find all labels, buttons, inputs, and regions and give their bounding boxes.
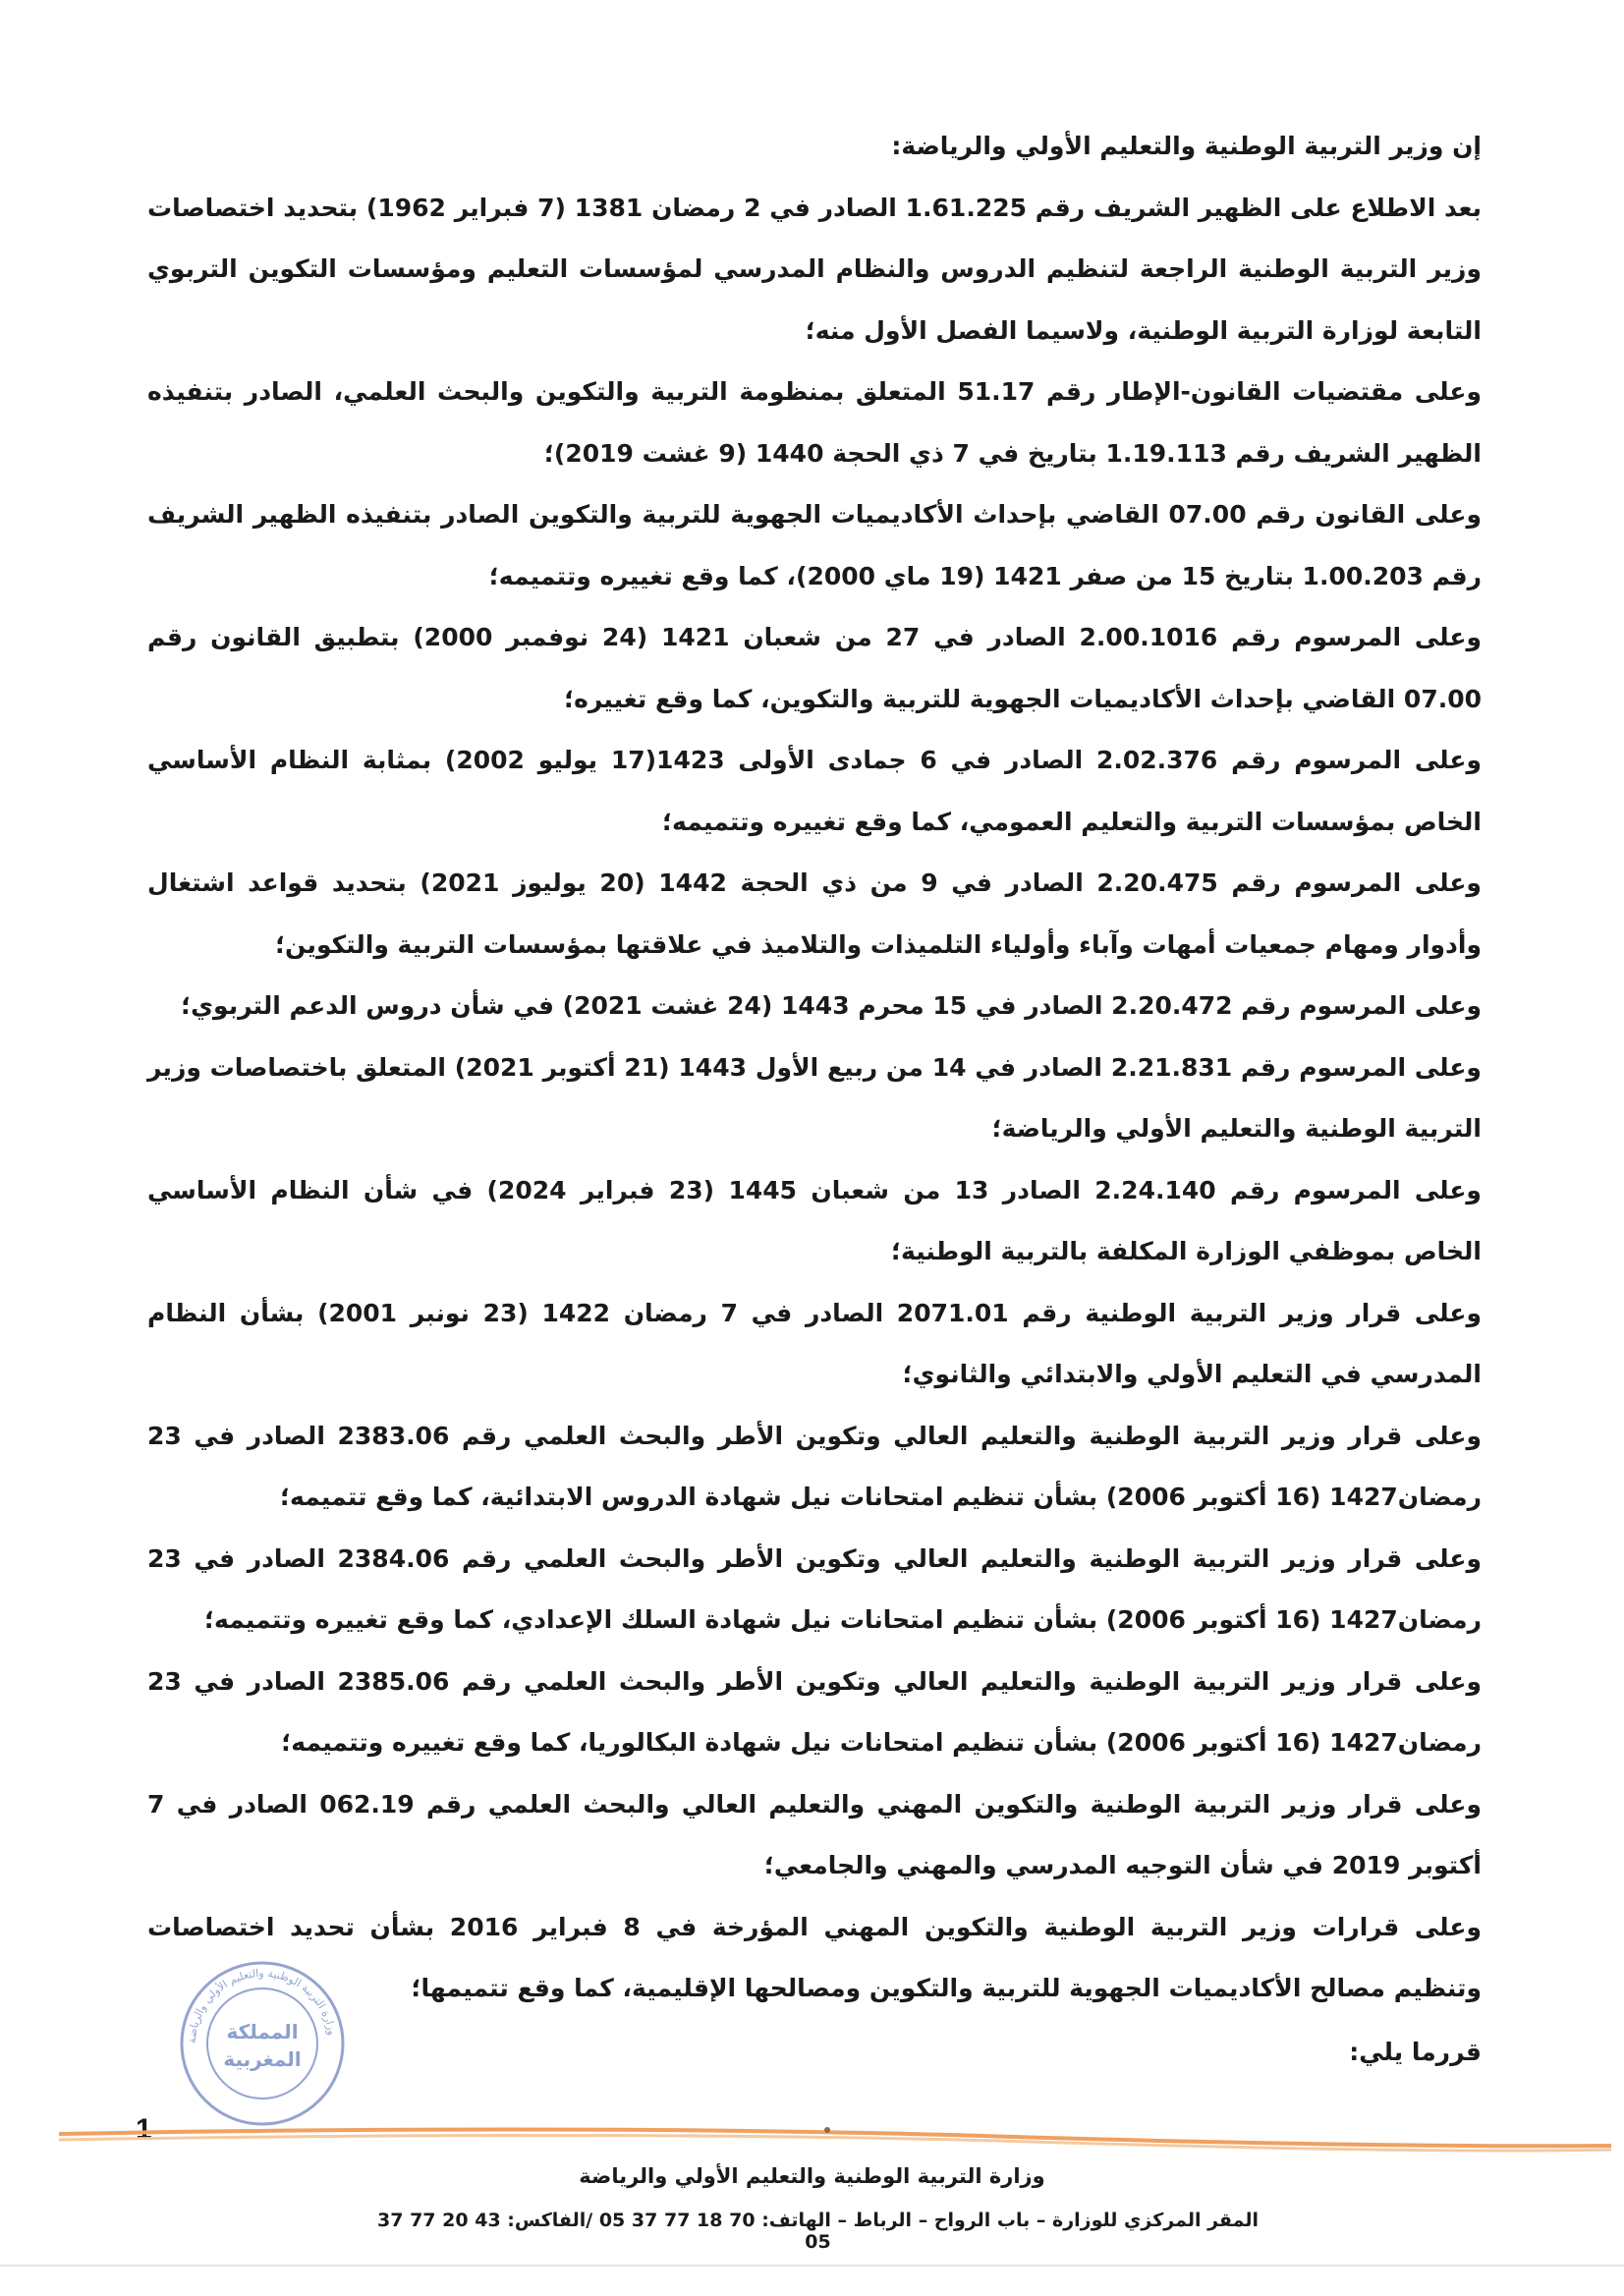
bottom-divider bbox=[0, 2265, 1624, 2267]
paragraph-7: وعلى المرسوم رقم 2.20.472 الصادر في 15 محرم 1443 (24 غشت 2021) في شأن دروس الدعم التربوي؛ bbox=[181, 991, 1482, 1020]
official-seal-stamp bbox=[179, 1960, 346, 2127]
page-number: 1 bbox=[136, 2113, 152, 2146]
seal-text-line1: المملكة bbox=[226, 2020, 299, 2044]
footer-ministry-name: وزارة التربية الوطنية والتعليم الأولي والرياضة bbox=[579, 2164, 1045, 2188]
seal-ring-text: وزارة التربية الوطنية والتعليم الأولي والرياضة bbox=[185, 1966, 339, 2044]
paragraph-15: وعلى قرارات وزير التربية الوطنية والتكوين المهني المؤرخة في 8 فبراير 2016 بشأن تحديد اختصاصات وتنظيم مصالح الأكاديميات الجهوية للتربية والتكوين ومصالحها الإقليمية، كما وقع تتميمها؛ bbox=[147, 1912, 1482, 2002]
paragraph-2: وعلى مقتضيات القانون-الإطار رقم 51.17 المتعلق بمنظومة التربية والتكوين والبحث العلمي، الصادر بتنفيذه الظهير الشريف رقم 1.19.113 بتاريخ في 7 ذي الحجة 1440 (9 غشت 2019)؛ bbox=[147, 377, 1482, 468]
paragraph-12: وعلى قرار وزير التربية الوطنية والتعليم العالي وتكوين الأطر والبحث العلمي رقم 2384.06 الصادر في 23 رمضان1427 (16 أكتوبر 2006) بشأن تنظيم امتحانات نيل شهادة السلك الإعدادي، كما وقع تغييره وتتميمه؛ bbox=[147, 1543, 1482, 1634]
footer-swoosh-rule bbox=[0, 2120, 1624, 2159]
paragraph-11: وعلى قرار وزير التربية الوطنية والتعليم العالي وتكوين الأطر والبحث العلمي رقم 2383.06 الصادر في 23 رمضان1427 (16 أكتوبر 2006) بشأن تنظيم امتحانات نيل شهادة الدروس الابتدائية، كما وقع تتميمه؛ bbox=[147, 1421, 1482, 1511]
document-body bbox=[147, 116, 1482, 2083]
paragraph-3: وعلى القانون رقم 07.00 القاضي بإحداث الأكاديميات الجهوية للتربية والتكوين الصادر بتنفيذه الظهير الشريف رقم 1.00.203 بتاريخ 15 من صفر 1421 (19 ماي 2000)، كما وقع تغييره وتتميمه؛ bbox=[147, 500, 1483, 590]
paragraph-1: بعد الاطلاع على الظهير الشريف رقم 1.61.225 الصادر في 2 رمضان 1381 (7 فبراير 1962) بتحديد اختصاصات وزير التربية الوطنية الراجعة لتنظيم الدروس والنظام المدرسي لمؤسسات التعليم ومؤسسات التكوين التربوي التابعة لوزارة التربية الوطنية، ولاسيما الفصل الأول منه؛ bbox=[147, 193, 1482, 345]
paragraph-9: وعلى المرسوم رقم 2.24.140 الصادر 13 من شعبان 1445 (23 فبراير 2024) في شأن النظام الأساسي الخاص بموظفي الوزارة المكلفة بالتربية الوطنية؛ bbox=[147, 1175, 1482, 1265]
paragraph-8: وعلى المرسوم رقم 2.21.831 الصادر في 14 من ربيع الأول 1443 (21 أكتوبر 2021) المتعلق باختصاصات وزير التربية الوطنية والتعليم الأولي والرياضة؛ bbox=[147, 1052, 1482, 1143]
paragraph-10: وعلى قرار وزير التربية الوطنية رقم 2071.01 الصادر في 7 رمضان 1422 (23 نونبر 2001) بشأن النظام المدرسي في التعليم الأولي والابتدائي والثانوي؛ bbox=[147, 1298, 1482, 1388]
paragraph-5: وعلى المرسوم رقم 2.02.376 الصادر في 6 جمادى الأولى 1423(17 يوليو 2002) بمثابة النظام الأساسي الخاص بمؤسسات التربية والتعليم العمومي، كما وقع تغييره وتتميمه؛ bbox=[147, 746, 1482, 836]
seal-text-line2: المغربية bbox=[223, 2047, 302, 2071]
paragraph-14: وعلى قرار وزير التربية الوطنية والتكوين المهني والتعليم العالي والبحث العلمي رقم 062.19 الصادر في 7 أكتوبر 2019 في شأن التوجيه المدرسي والمهني والجامعي؛ bbox=[147, 1789, 1482, 1879]
paragraph-13: وعلى قرار وزير التربية الوطنية والتعليم العالي وتكوين الأطر والبحث العلمي رقم 2385.06 الصادر في 23 رمضان1427 (16 أكتوبر 2006) بشأن تنظيم امتحانات نيل شهادة البكالوريا، كما وقع تغييره وتتميمه؛ bbox=[147, 1666, 1482, 1757]
closing-decision: قررما يلي: bbox=[1349, 2037, 1482, 2066]
paragraph-4: وعلى المرسوم رقم 2.00.1016 الصادر في 27 من شعبان 1421 (24 نوفمبر 2000) بتطبيق القانون رقم 07.00 القاضي بإحداث الأكاديميات الجهوية للتربية والتكوين، كما وقع تغييره؛ bbox=[147, 623, 1482, 713]
document-heading: إن وزير التربية الوطنية والتعليم الأولي والرياضة: bbox=[891, 132, 1482, 160]
footer-address: المقر المركزي للوزارة – باب الرواح – الرباط – الهاتف: 70 18 77 37 05 /الفاكس: 43 20 77 37 05 bbox=[376, 2210, 1259, 2253]
paragraph-6: وعلى المرسوم رقم 2.20.475 الصادر في 9 من ذي الحجة 1442 (20 يوليوز 2021) بتحديد قواعد اشتغال وأدوار ومهام جمعيات أمهات وآباء وأولياء التلميذات والتلاميذ في علاقتها بمؤسسات التربية والتكوين؛ bbox=[147, 868, 1482, 959]
